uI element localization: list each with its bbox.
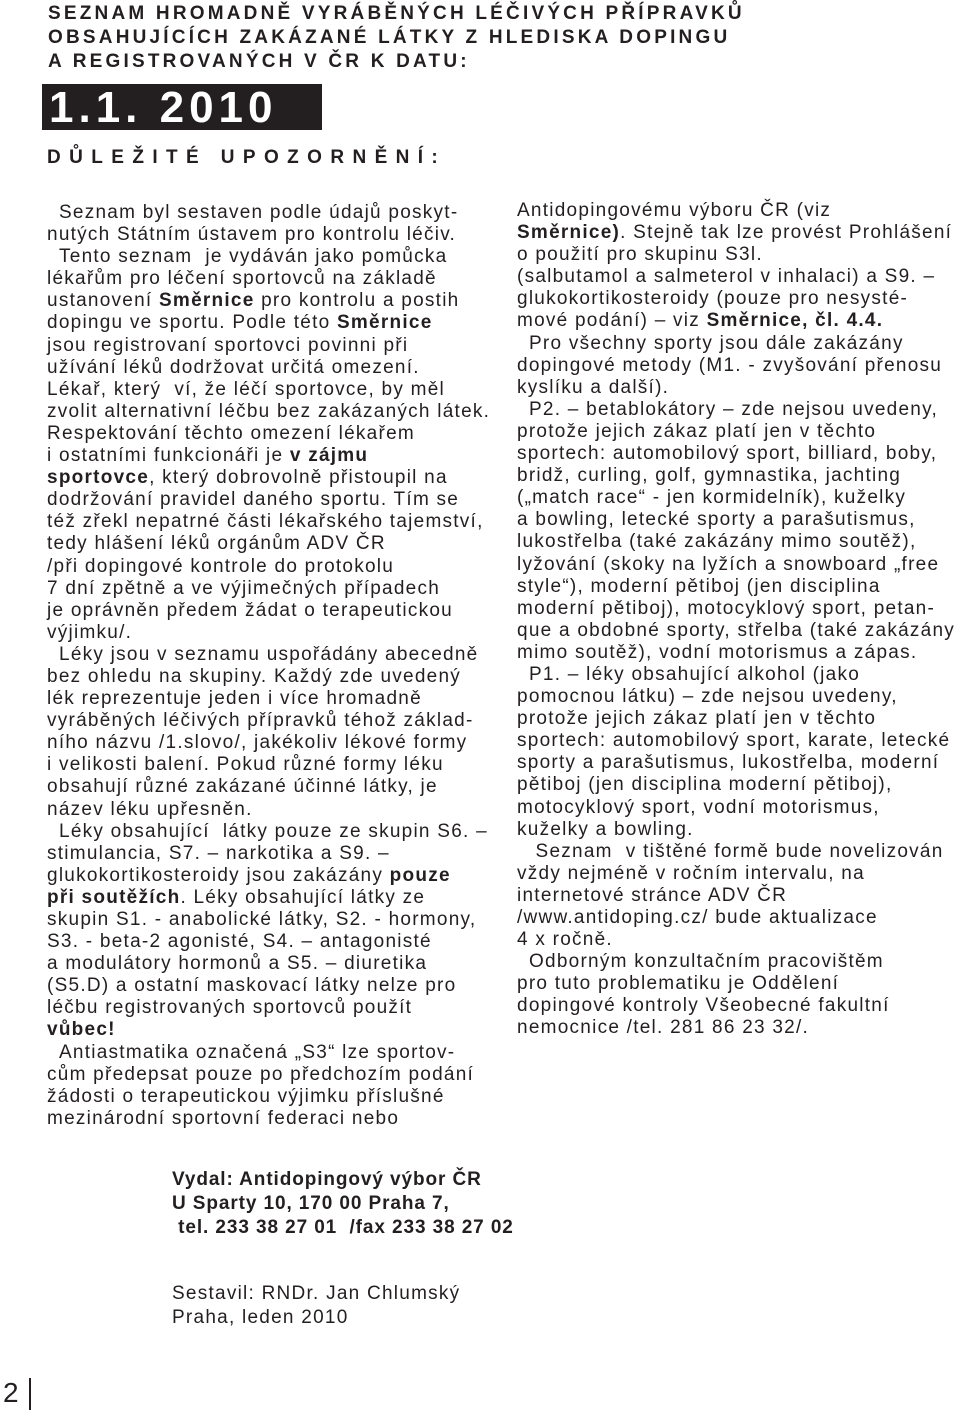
text-run: mimo soutěž), vodní motorismus a zápas. bbox=[517, 641, 918, 663]
paragraph bbox=[47, 202, 497, 246]
text-run: protože jejich zákaz platí jen v těchto bbox=[517, 708, 877, 730]
text-line bbox=[517, 995, 957, 1017]
text-run: Lékař, který ví, že léčí sportovce, by měl bbox=[47, 378, 445, 400]
text-line bbox=[47, 445, 497, 467]
text-line bbox=[517, 333, 957, 355]
text-line bbox=[47, 644, 497, 666]
text-line bbox=[47, 732, 497, 754]
bold-text-run: Směrnice, čl. 4.4. bbox=[706, 310, 884, 332]
text-run: cům předepsat pouze po předchozím podání bbox=[47, 1063, 475, 1085]
text-line bbox=[47, 975, 497, 997]
text-run: i ostatními funkcionáři je bbox=[47, 445, 290, 467]
paragraph bbox=[517, 951, 957, 1039]
paragraph bbox=[517, 200, 957, 333]
document-title bbox=[48, 2, 745, 74]
text-run: (salbutamol a salmeterol v inhalaci) a S9. – bbox=[517, 266, 936, 288]
text-line bbox=[517, 797, 957, 819]
text-run: a bowling, letecké sporty a parašutismus, bbox=[517, 509, 916, 531]
bold-text-run: Směrnice bbox=[159, 290, 255, 312]
text-run: Antiastmatika označená „S3“ lze sportov- bbox=[59, 1041, 456, 1063]
text-run: /www.antidoping.cz/ bude aktualizace bbox=[517, 907, 878, 928]
text-line bbox=[47, 909, 497, 931]
text-line bbox=[517, 686, 957, 708]
text-line bbox=[517, 620, 957, 642]
text-line bbox=[47, 1108, 497, 1130]
text-run: vždy nejméně v ročním intervalu, na bbox=[517, 862, 865, 884]
text-line bbox=[47, 821, 497, 843]
text-run: /při dopingové kontrole do protokolu bbox=[47, 555, 395, 577]
text-line bbox=[47, 1064, 497, 1086]
title-line: SEZNAM HROMADNĚ VYRÁBĚNÝCH LÉČIVÝCH PŘÍPRAVKŮ bbox=[48, 3, 745, 24]
publisher-block bbox=[172, 1168, 514, 1240]
text-run: protože jejich zákaz platí jen v těchto bbox=[517, 420, 877, 442]
text-line bbox=[517, 244, 957, 266]
paragraph bbox=[517, 399, 957, 664]
text-line bbox=[517, 421, 957, 443]
text-run: dopingové metody (M1. - zvyšování přenosu bbox=[517, 354, 943, 376]
text-line bbox=[517, 708, 957, 730]
bold-text-run: vůbec! bbox=[47, 1019, 116, 1041]
text-run: lyžování (skoky na lyžích a snowboard „free bbox=[517, 553, 940, 575]
text-line bbox=[517, 774, 957, 796]
bold-text-run: Směrnice) bbox=[517, 222, 621, 244]
text-line bbox=[517, 266, 957, 288]
text-run: P1. – léky obsahující alkohol (jako bbox=[529, 663, 861, 685]
text-line bbox=[517, 642, 957, 664]
text-run: i velikosti balení. Pokud různé formy léku bbox=[47, 754, 444, 776]
text-run: kuželky a bowling. bbox=[517, 818, 694, 840]
text-line bbox=[517, 531, 957, 553]
text-run: užívání léků dodržovat určitá omezení. bbox=[47, 356, 420, 378]
text-line bbox=[47, 533, 497, 555]
text-run: 7 dní zpětně a ve výjimečných případech bbox=[47, 577, 441, 599]
text-run: lék reprezentuje jeden i více hromadně bbox=[47, 688, 422, 710]
text-run: motocyklový sport, vodní motorismus, bbox=[517, 796, 880, 818]
text-run: léčbu registrovaných sportovců použít bbox=[47, 997, 413, 1019]
text-line bbox=[517, 355, 957, 377]
text-run: o použití pro skupinu S3l. bbox=[517, 244, 763, 266]
text-run: . Stejně tak lze provést Prohlášení bbox=[620, 222, 953, 244]
text-line bbox=[517, 929, 957, 951]
bold-text-run: sportovce bbox=[47, 467, 150, 489]
text-run: ustanovení bbox=[47, 290, 159, 312]
text-line bbox=[517, 222, 957, 244]
text-line bbox=[47, 887, 497, 909]
text-line bbox=[47, 268, 497, 290]
text-run: nutých Státním ústavem pro kontrolu léčiv. bbox=[47, 224, 457, 246]
text-run: Seznam byl sestaven podle údajů poskyt- bbox=[59, 202, 459, 223]
compiler-block bbox=[172, 1282, 460, 1330]
publisher-address: U Sparty 10, 170 00 Praha 7, bbox=[172, 1193, 450, 1214]
publisher-line: Vydal: Antidopingový výbor ČR bbox=[172, 1169, 482, 1190]
text-run: též zřekl nepatrné části lékařského tajemství, bbox=[47, 511, 484, 533]
title-line: OBSAHUJÍCÍCH ZAKÁZANÉ LÁTKY Z HLEDISKA DOPINGU bbox=[48, 27, 731, 48]
text-line bbox=[47, 467, 497, 489]
text-run: dodržování pravidel daného sportu. Tím se bbox=[47, 489, 460, 511]
text-line bbox=[47, 357, 497, 379]
text-run: que a obdobné sporty, střelba (také zakázány bbox=[517, 619, 956, 641]
text-run: 4 x ročně. bbox=[517, 929, 613, 951]
text-run: tedy hlášení léků orgánům ADV ČR bbox=[47, 533, 386, 555]
text-run: sporty a parašutismus, lukostřelba, moderní bbox=[517, 752, 940, 774]
text-line bbox=[47, 799, 497, 821]
text-line bbox=[517, 841, 957, 863]
text-line bbox=[47, 202, 497, 224]
text-run: Seznam v tištěné formě bude novelizován bbox=[529, 840, 944, 862]
text-line bbox=[47, 556, 497, 578]
text-run: mové podání) – viz bbox=[517, 310, 707, 332]
text-run: nemocnice /tel. 281 86 23 32/. bbox=[517, 1017, 810, 1039]
text-run: Antidopingovému výboru ČR (viz bbox=[517, 200, 832, 221]
text-line bbox=[517, 907, 957, 929]
text-run: Léky obsahující látky pouze ze skupin S6. – bbox=[59, 820, 488, 842]
text-line bbox=[47, 224, 497, 246]
text-run: Tento seznam je vydáván jako pomůcka bbox=[59, 246, 448, 268]
text-run: název léku upřesněn. bbox=[47, 798, 253, 820]
bold-text-run: při soutěžích bbox=[47, 886, 181, 908]
text-line bbox=[47, 1019, 497, 1041]
text-line bbox=[517, 730, 957, 752]
text-line bbox=[47, 511, 497, 533]
text-line bbox=[517, 664, 957, 686]
text-run: P2. – betablokátory – zde nejsou uvedeny, bbox=[529, 398, 938, 420]
text-line bbox=[517, 487, 957, 509]
text-run: (S5.D) a ostatní maskovací látky nelze pro bbox=[47, 975, 457, 997]
text-run: lékařům pro léčení sportovců na základě bbox=[47, 268, 437, 290]
text-run: ního názvu /1.slovo/, jakékoliv lékové formy bbox=[47, 732, 468, 754]
text-line bbox=[517, 554, 957, 576]
text-line bbox=[47, 688, 497, 710]
text-line bbox=[517, 885, 957, 907]
text-line bbox=[47, 1042, 497, 1064]
text-run: bridž, curling, golf, gymnastika, jachting bbox=[517, 465, 902, 487]
text-line bbox=[47, 754, 497, 776]
text-run: kyslíku a další). bbox=[517, 376, 670, 398]
text-run: Odborným konzultačním pracovištěm bbox=[529, 951, 884, 973]
text-line bbox=[517, 973, 957, 995]
text-line bbox=[517, 509, 957, 531]
text-run: („match race“ - jen kormidelník), kuželky bbox=[517, 487, 907, 509]
notice-heading: DŮLEŽITÉ UPOZORNĚNÍ: bbox=[47, 147, 447, 168]
text-run: skupin S1. - anabolické látky, S2. - hormony, bbox=[47, 909, 477, 930]
text-line bbox=[517, 200, 957, 222]
text-line bbox=[517, 598, 957, 620]
text-line bbox=[47, 312, 497, 334]
text-line bbox=[47, 600, 497, 622]
left-column bbox=[47, 202, 497, 1130]
text-line bbox=[47, 423, 497, 445]
text-run: jsou registrovaní sportovci povinni při bbox=[47, 334, 409, 356]
text-run: bez ohledu na skupiny. Každý zde uvedený bbox=[47, 665, 462, 687]
text-line bbox=[47, 666, 497, 688]
text-line bbox=[47, 953, 497, 975]
text-run: dopingu ve sportu. Podle této bbox=[47, 312, 337, 334]
text-line bbox=[517, 310, 957, 332]
text-run: lukostřelba (také zakázány mimo soutěž), bbox=[517, 531, 917, 553]
bold-text-run: Směrnice bbox=[336, 312, 433, 334]
text-run: Pro všechny sporty jsou dále zakázány bbox=[529, 332, 904, 354]
text-run: moderní pětiboj), motocyklový sport, petan- bbox=[517, 597, 936, 619]
text-line bbox=[47, 489, 497, 511]
text-line bbox=[517, 465, 957, 487]
text-run: vyráběných léčivých přípravků téhož základ- bbox=[47, 710, 474, 732]
text-line bbox=[47, 865, 497, 887]
text-line bbox=[47, 379, 497, 401]
paragraph bbox=[47, 644, 497, 821]
text-line bbox=[517, 576, 957, 598]
text-line bbox=[517, 863, 957, 885]
text-run: glukokortikosteroidy jsou zakázány bbox=[47, 864, 390, 886]
text-run: glukokortikosteroidy (pouze pro nesysté- bbox=[517, 288, 909, 310]
text-line bbox=[47, 776, 497, 798]
publisher-phone: tel. 233 38 27 01 /fax 233 38 27 02 bbox=[172, 1217, 514, 1238]
paragraph bbox=[47, 246, 497, 644]
text-line bbox=[47, 843, 497, 865]
paragraph bbox=[47, 821, 497, 1042]
text-run: internetové stránce ADV ČR bbox=[517, 884, 788, 906]
text-line bbox=[517, 1017, 957, 1039]
text-line bbox=[517, 288, 957, 310]
text-line bbox=[517, 377, 957, 399]
text-run: sportech: automobilový sport, karate, letecké bbox=[517, 730, 951, 752]
text-run: , který dobrovolně přistoupil na bbox=[149, 467, 448, 489]
text-line bbox=[517, 819, 957, 841]
text-run: pro kontrolu a postih bbox=[254, 290, 460, 312]
date-banner: 1.1. 2010 bbox=[42, 84, 322, 130]
text-run: dopingové kontroly Všeobecné fakultní bbox=[517, 995, 890, 1017]
title-line: A REGISTROVANÝCH V ČR K DATU: bbox=[48, 51, 470, 72]
text-run: výjimku/. bbox=[47, 621, 133, 643]
text-line bbox=[47, 1086, 497, 1108]
text-line bbox=[47, 622, 497, 644]
text-line bbox=[47, 335, 497, 357]
text-line bbox=[517, 399, 957, 421]
text-run: Léky jsou v seznamu uspořádány abecedně bbox=[59, 643, 479, 665]
text-run: zvolit alternativní léčbu bez zakázaných látek. bbox=[47, 400, 491, 422]
paragraph bbox=[517, 333, 957, 399]
text-run: sportech: automobilový sport, billiard, boby, bbox=[517, 443, 938, 465]
text-line bbox=[517, 752, 957, 774]
paragraph bbox=[517, 664, 957, 841]
paragraph bbox=[517, 841, 957, 951]
paragraph bbox=[47, 1042, 497, 1130]
text-line bbox=[47, 931, 497, 953]
page-number-divider bbox=[29, 1378, 31, 1410]
text-run: pomocnou látku) – zde nejsou uvedeny, bbox=[517, 686, 898, 708]
page-number: 2 bbox=[3, 1377, 19, 1408]
text-line bbox=[47, 401, 497, 423]
text-run: pro tuto problematiku je Oddělení bbox=[517, 973, 840, 995]
text-run: style“), moderní pětiboj (jen disciplina bbox=[517, 575, 881, 597]
bold-text-run: v zájmu bbox=[289, 445, 369, 467]
compiler-line: Sestavil: RNDr. Jan Chlumský bbox=[172, 1283, 461, 1304]
text-run: žádosti o terapeutickou výjimku příslušné bbox=[47, 1085, 445, 1107]
text-line bbox=[47, 997, 497, 1019]
text-run: obsahují různé zakázané účinné látky, je bbox=[47, 776, 438, 798]
text-line bbox=[47, 578, 497, 600]
compiler-place-date: Praha, leden 2010 bbox=[172, 1307, 349, 1328]
text-run: a modulátory hormonů a S5. – diuretika bbox=[47, 953, 428, 975]
text-run: je oprávněn předem žádat o terapeutickou bbox=[47, 599, 453, 621]
text-run: stimulancia, S7. – narkotika a S9. – bbox=[47, 842, 390, 864]
text-line bbox=[517, 443, 957, 465]
right-column bbox=[517, 200, 957, 1040]
bold-text-run: pouze bbox=[389, 864, 451, 886]
text-run: . Léky obsahující látky ze bbox=[180, 886, 426, 908]
text-line bbox=[47, 290, 497, 312]
text-line bbox=[47, 246, 497, 268]
text-run: Respektování těchto omezení lékařem bbox=[47, 422, 415, 444]
text-line bbox=[517, 951, 957, 973]
text-run: S3. - beta-2 agonisté, S4. – antagonisté bbox=[47, 931, 432, 953]
text-line bbox=[47, 710, 497, 732]
text-run: mezinárodní sportovní federaci nebo bbox=[47, 1107, 400, 1129]
text-run: pětiboj (jen disciplina moderní pětiboj), bbox=[517, 774, 893, 796]
